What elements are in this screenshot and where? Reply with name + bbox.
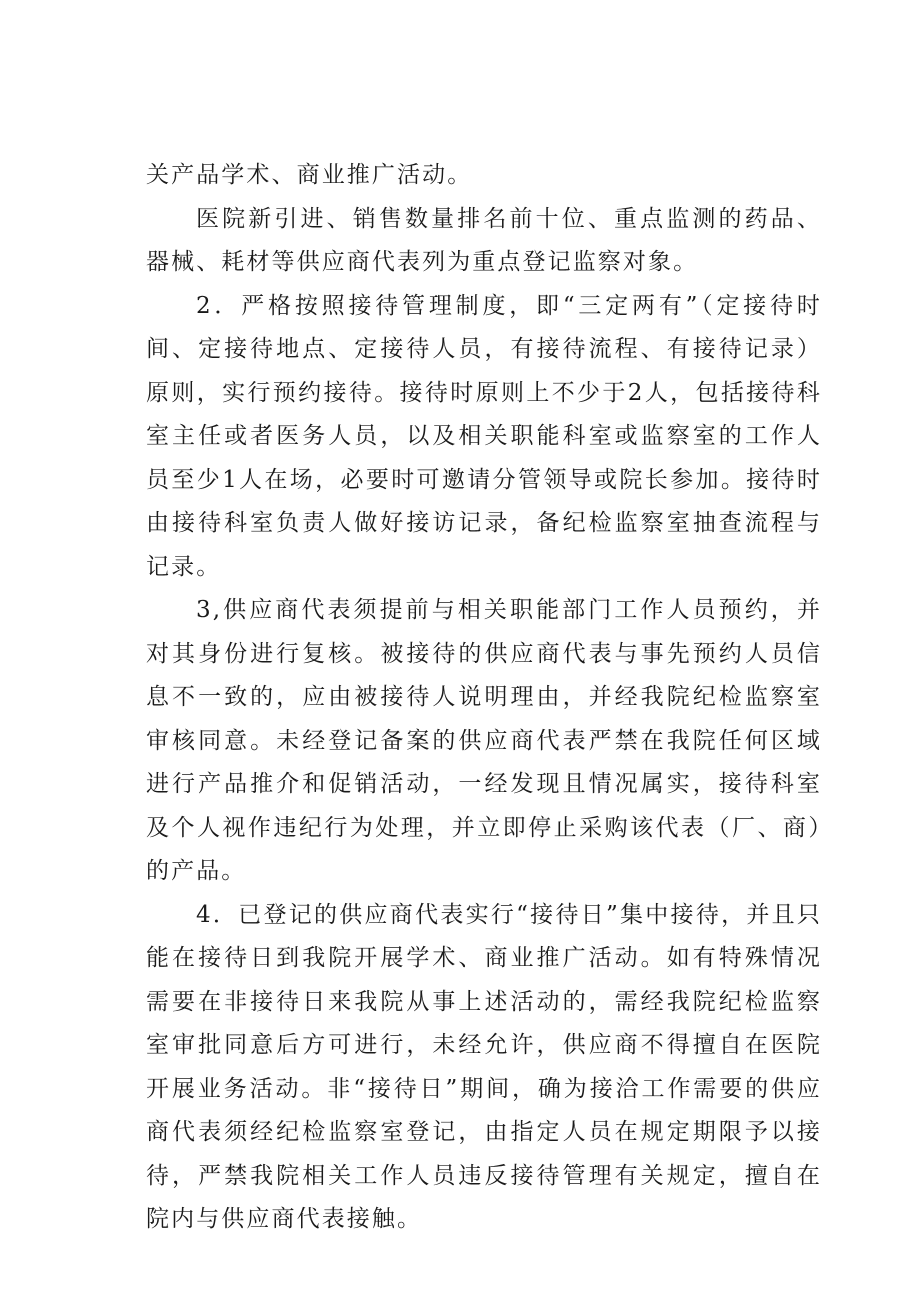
paragraph-item-3: 3,供应商代表须提前与相关职能部门工作人员预约，并对其身份进行复核。被接待的供应商代表与事先预约人员信息不一致的，应由被接待人说明理由，并经我院纪检监察室审核同意。未经登记备案的供应商代表严禁在我院任何区域进行产品推介和促销活动，一经发现且情况属实，接待科室及个人视作违纪行为处理，并立即停止采购该代表（厂、商）的产品。 (146, 597, 822, 884)
document-body (146, 154, 822, 1242)
paragraph-continuation: 关产品学术、商业推广活动。 (146, 162, 473, 188)
paragraph-item-2: 2．严格按照接待管理制度，即“三定两有”（定接待时间、定接待地点、定接待人员，有接待流程、有接待记录）原则，实行预约接待。接待时原则上不少于2人，包括接待科室主任或者医务人员，以及相关职能科室或监察室的工作人员至少1人在场，必要时可邀请分管领导或院长参加。接待时由接待科室负责人做好接访记录，备纪检监察室抽查流程与记录。 (146, 292, 822, 580)
paragraph-key-monitoring: 医院新引进、销售数量排名前十位、重点监测的药品、器械、耗材等供应商代表列为重点登记监察对象。 (146, 205, 822, 275)
paragraph-item-4: 4．已登记的供应商代表实行“接待日”集中接待，并且只能在接待日到我院开展学术、商业推广活动。如有特殊情况需要在非接待日来我院从事上述活动的，需经我院纪检监察室审批同意后方可进行，未经允许，供应商不得擅自在医院开展业务活动。非“接待日”期间，确为接洽工作需要的供应商代表须经纪检监察室登记，由指定人员在规定期限予以接待，严禁我院相关工作人员违反接待管理有关规定，擅自在院内与供应商代表接触。 (146, 901, 822, 1232)
